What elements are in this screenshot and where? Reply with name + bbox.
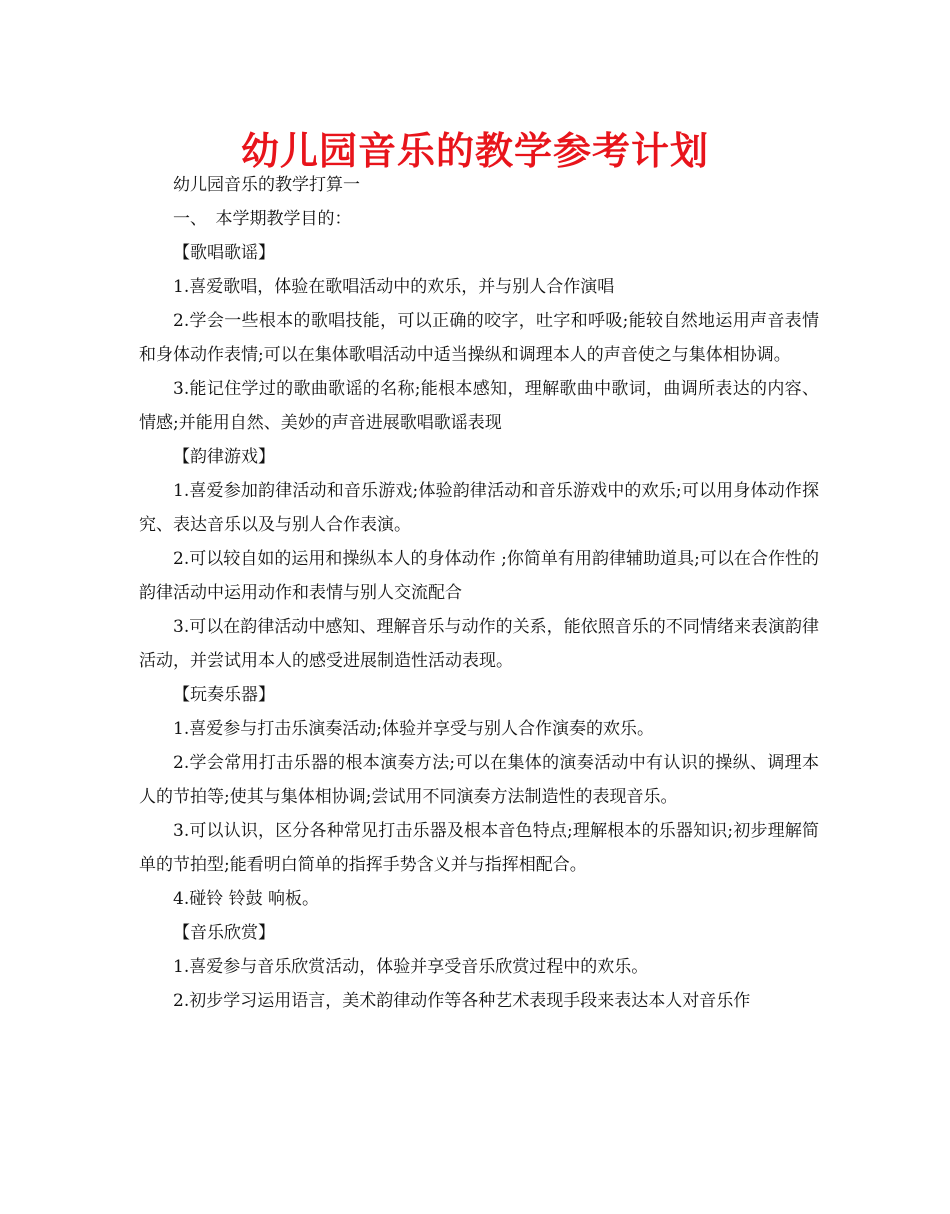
- paragraph: 4.碰铃 铃鼓 响板。: [173, 889, 320, 909]
- paragraph: 3.可以认识，区分各种常见打击乐器及根本音色特点;理解根本的乐器知识;初步理解简单的节拍型;能看明白简单的指挥手势含义并与指挥相配合。: [139, 821, 819, 875]
- paragraph: 3.能记住学过的歌曲歌谣的名称;能根本感知，理解歌曲中歌词，曲调所表达的内容、情感;并能用自然、美妙的声音进展歌唱歌谣表现: [139, 379, 819, 433]
- paragraph: 1.喜爱参与音乐欣赏活动，体验并享受音乐欣赏过程中的欢乐。: [173, 957, 649, 977]
- paragraph: 2.学会常用打击乐器的根本演奏方法;可以在集体的演奏活动中有认识的操纵、调理本人的节拍等;使其与集体相协调;尝试用不同演奏方法制造性的表现音乐。: [139, 753, 819, 807]
- subsection-heading-singing: 【歌唱歌谣】: [173, 243, 275, 263]
- paragraph: 2.学会一些根本的歌唱技能，可以正确的咬字，吐字和呼吸;能较自然地运用声音表情和身体动作表情;可以在集体歌唱活动中适当操纵和调理本人的声音使之与集体相协调。: [139, 311, 819, 365]
- subsection-heading-instruments: 【玩奏乐器】: [173, 685, 275, 705]
- subsection-heading-appreciation: 【音乐欣赏】: [173, 923, 275, 943]
- page-title: 幼儿园音乐的教学参考计划: [240, 129, 709, 173]
- paragraph: 1.喜爱歌唱，体验在歌唱活动中的欢乐，并与别人合作演唱: [173, 277, 615, 297]
- subsection-heading-rhythm: 【韵律游戏】: [173, 447, 275, 467]
- paragraph: 2.初步学习运用语言，美术韵律动作等各种艺术表现手段来表达本人对音乐作: [173, 991, 751, 1011]
- paragraph: 1.喜爱参与打击乐演奏活动;体验并享受与别人合作演奏的欢乐。: [173, 719, 654, 739]
- paragraph: 1.喜爱参加韵律活动和音乐游戏;体验韵律活动和音乐游戏中的欢乐;可以用身体动作探究、表达音乐以及与别人合作表演。: [139, 481, 819, 535]
- paragraph-subtitle: 幼儿园音乐的教学打算一: [173, 175, 360, 195]
- paragraph: 2.可以较自如的运用和操纵本人的身体动作 ;你简单有用韵律辅助道具;可以在合作性的韵律活动中运用动作和表情与别人交流配合: [139, 549, 819, 603]
- document-body: [139, 168, 819, 1018]
- paragraph: 3.可以在韵律活动中感知、理解音乐与动作的关系，能依照音乐的不同情绪来表演韵律活动，并尝试用本人的感受进展制造性活动表现。: [139, 617, 819, 671]
- section-heading-goals: 一、 本学期教学目的：: [173, 209, 352, 229]
